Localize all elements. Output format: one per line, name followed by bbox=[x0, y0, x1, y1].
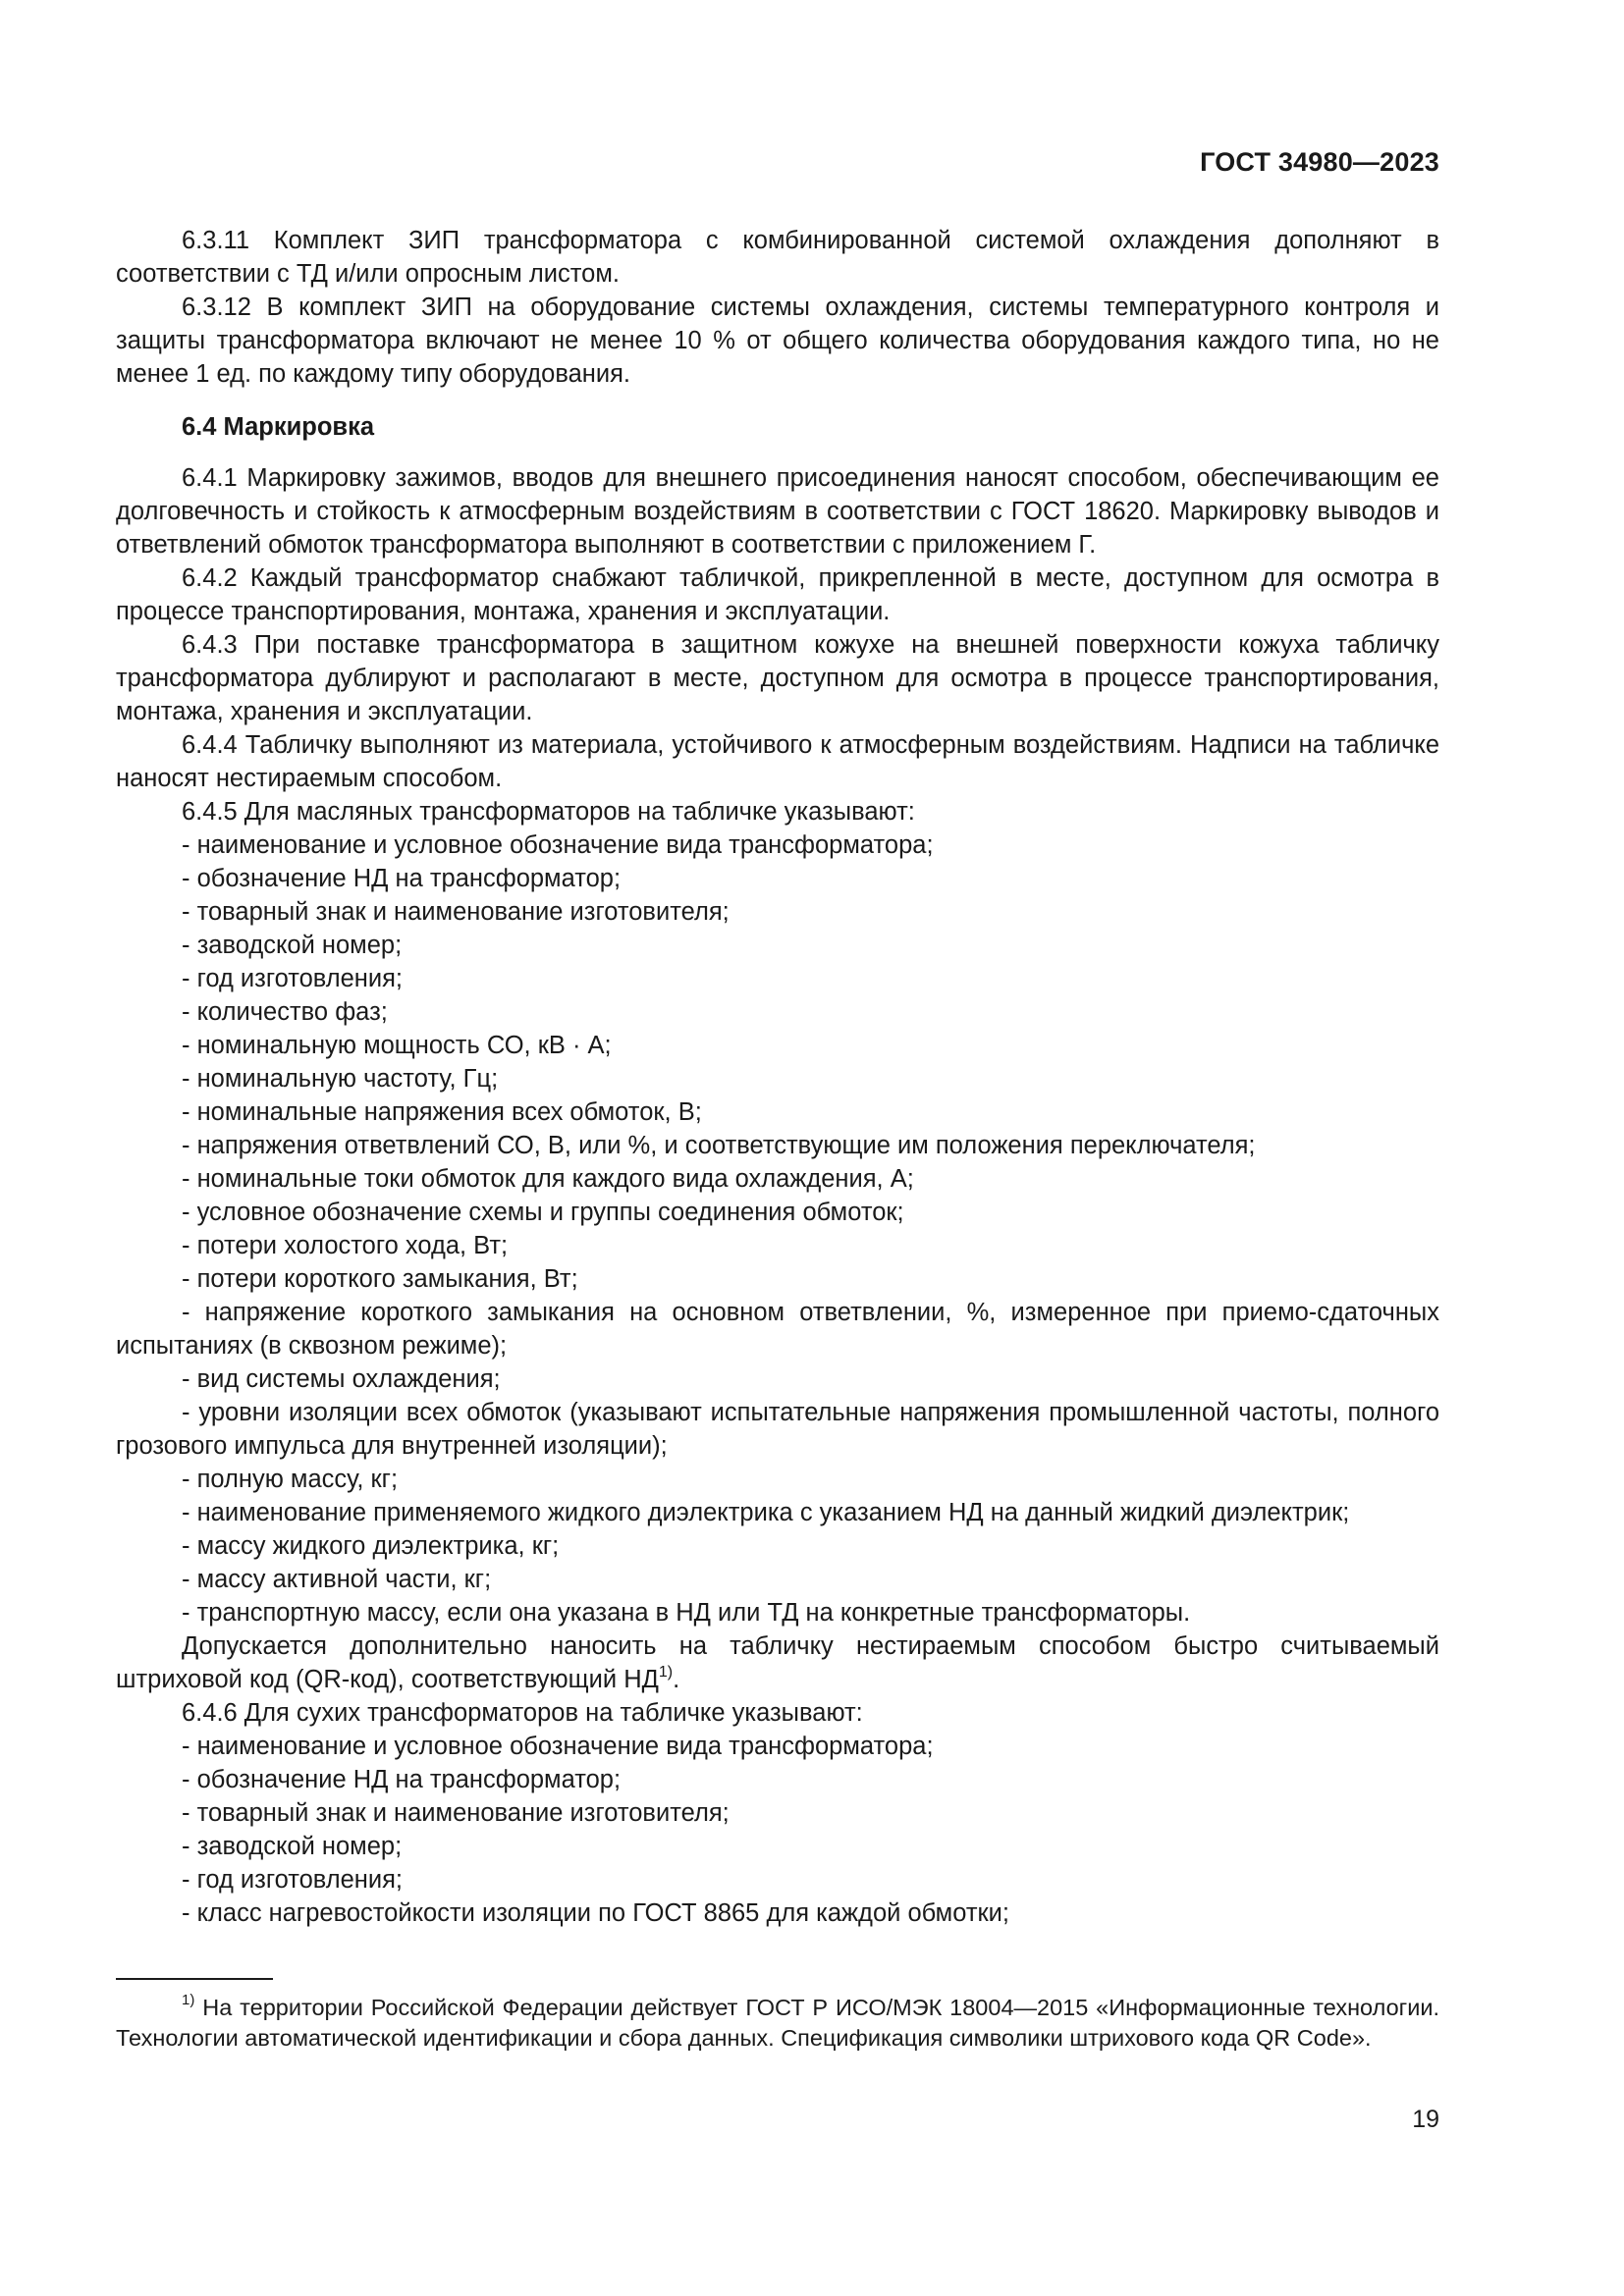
list-item: - товарный знак и наименование изготовителя; bbox=[182, 898, 730, 926]
list-item: - заводской номер; bbox=[182, 1833, 403, 1860]
list-item: - уровни изоляции всех обмоток (указывают испытательные напряжения промышленной частоты, полного грозового импульса для внутренней изоляции); bbox=[116, 1399, 1439, 1460]
list-item: - номинальную мощность СО, кВ · А; bbox=[182, 1032, 612, 1059]
oil-transformer-list bbox=[116, 828, 1439, 1629]
footnote bbox=[116, 1993, 1439, 2054]
list-item: - напряжения ответвлений СО, В, или %, и соответствующие им положения переключателя; bbox=[182, 1132, 1256, 1159]
list-item: - номинальную частоту, Гц; bbox=[182, 1065, 499, 1093]
list-item: - обозначение НД на трансформатор; bbox=[182, 865, 622, 892]
footnote-text-line bbox=[116, 1993, 1439, 2054]
list-item: - номинальные токи обмоток для каждого вида охлаждения, А; bbox=[182, 1165, 914, 1193]
paragraph-6-4-3: 6.4.3 При поставке трансформатора в защитном кожухе на внешней поверхности кожуха табличку трансформатора дублируют и располагают в месте, доступном для осмотра в процессе транспортирования, монтажа, хранения и эксплуатации. bbox=[116, 631, 1439, 725]
list-item: - потери короткого замыкания, Вт; bbox=[182, 1265, 578, 1293]
paragraph-6-3-12: 6.3.12 В комплект ЗИП на оборудование системы охлаждения, системы температурного контроля и защиты трансформатора включают не менее 10 % от общего количества оборудования каждого типа, но не менее 1 ед. по каждому типу оборудования. bbox=[116, 294, 1439, 388]
list-item: - год изготовления; bbox=[182, 1866, 404, 1894]
list-item: - количество фаз; bbox=[182, 998, 388, 1026]
footnote-mark: 1) bbox=[182, 1992, 195, 2009]
footnote-text: На территории Российской Федерации действует ГОСТ Р ИСО/МЭК 18004—2015 «Информационные технологии. Технологии автоматической идентификации и сбора данных. Спецификация символики штрихового кода QR Code». bbox=[116, 1995, 1439, 2051]
qr-code-text: Допускается дополнительно наносить на табличку нестираемым способом быстро считываемый штриховой код (QR-код), соответствующий НД bbox=[116, 1632, 1439, 1693]
list-item: - номинальные напряжения всех обмоток, В; bbox=[182, 1098, 702, 1126]
list-item: - наименование и условное обозначение вида трансформатора; bbox=[182, 831, 934, 859]
list-item: - полную массу, кг; bbox=[182, 1466, 399, 1493]
document-body bbox=[116, 224, 1439, 1930]
page-number: 19 bbox=[1412, 2106, 1439, 2133]
paragraph-6-3-11: 6.3.11 Комплект ЗИП трансформатора с комбинированной системой охлаждения дополняют в соответствии с ТД и/или опросным листом. bbox=[116, 227, 1439, 288]
list-item: - класс нагревостойкости изоляции по ГОСТ 8865 для каждой обмотки; bbox=[182, 1899, 1009, 1927]
paragraph-6-4-6: 6.4.6 Для сухих трансформаторов на табличке указывают: bbox=[182, 1699, 863, 1727]
document-header: ГОСТ 34980—2023 bbox=[1200, 147, 1439, 177]
qr-code-paragraph bbox=[116, 1629, 1439, 1696]
qr-code-text-end: . bbox=[673, 1666, 680, 1693]
list-item: - транспортную массу, если она указана в НД или ТД на конкретные трансформаторы. bbox=[182, 1599, 1191, 1627]
footnote-divider bbox=[116, 1978, 273, 1980]
list-item: - массу активной части, кг; bbox=[182, 1566, 492, 1593]
list-item: - товарный знак и наименование изготовителя; bbox=[182, 1799, 730, 1827]
list-item: - наименование и условное обозначение вида трансформатора; bbox=[182, 1733, 934, 1760]
list-item: - напряжение короткого замыкания на основном ответвлении, %, измеренное при приемо-сдаточных испытаниях (в сквозном режиме); bbox=[116, 1299, 1439, 1360]
list-item: - вид системы охлаждения; bbox=[182, 1365, 501, 1393]
list-item: - заводской номер; bbox=[182, 932, 403, 959]
dry-transformer-list bbox=[116, 1730, 1439, 1930]
list-item: - потери холостого хода, Вт; bbox=[182, 1232, 509, 1259]
list-item: - условное обозначение схемы и группы соединения обмоток; bbox=[182, 1199, 904, 1226]
footnote-reference: 1) bbox=[658, 1663, 674, 1681]
paragraph-6-4-4: 6.4.4 Табличку выполняют из материала, устойчивого к атмосферным воздействиям. Надписи на табличке наносят нестираемым способом. bbox=[116, 731, 1439, 792]
list-item: - массу жидкого диэлектрика, кг; bbox=[182, 1532, 560, 1560]
list-item: - наименование применяемого жидкого диэлектрика с указанием НД на данный жидкий диэлектрик; bbox=[182, 1499, 1350, 1526]
paragraph-6-4-5: 6.4.5 Для масляных трансформаторов на табличке указывают: bbox=[182, 798, 915, 826]
section-title: 6.4 Маркировка bbox=[182, 413, 375, 441]
list-item: - обозначение НД на трансформатор; bbox=[182, 1766, 622, 1793]
paragraph-6-4-2: 6.4.2 Каждый трансформатор снабжают табличкой, прикрепленной в месте, доступном для осмотра в процессе транспортирования, монтажа, хранения и эксплуатации. bbox=[116, 564, 1439, 625]
paragraph-6-4-1: 6.4.1 Маркировку зажимов, вводов для внешнего присоединения наносят способом, обеспечивающим ее долговечность и стойкость к атмосферным воздействиям в соответствии с ГОСТ 18620. Маркировку выводов и ответвлений обмоток трансформатора выполняют в соответствии с приложением Г. bbox=[116, 464, 1439, 559]
list-item: - год изготовления; bbox=[182, 965, 404, 992]
